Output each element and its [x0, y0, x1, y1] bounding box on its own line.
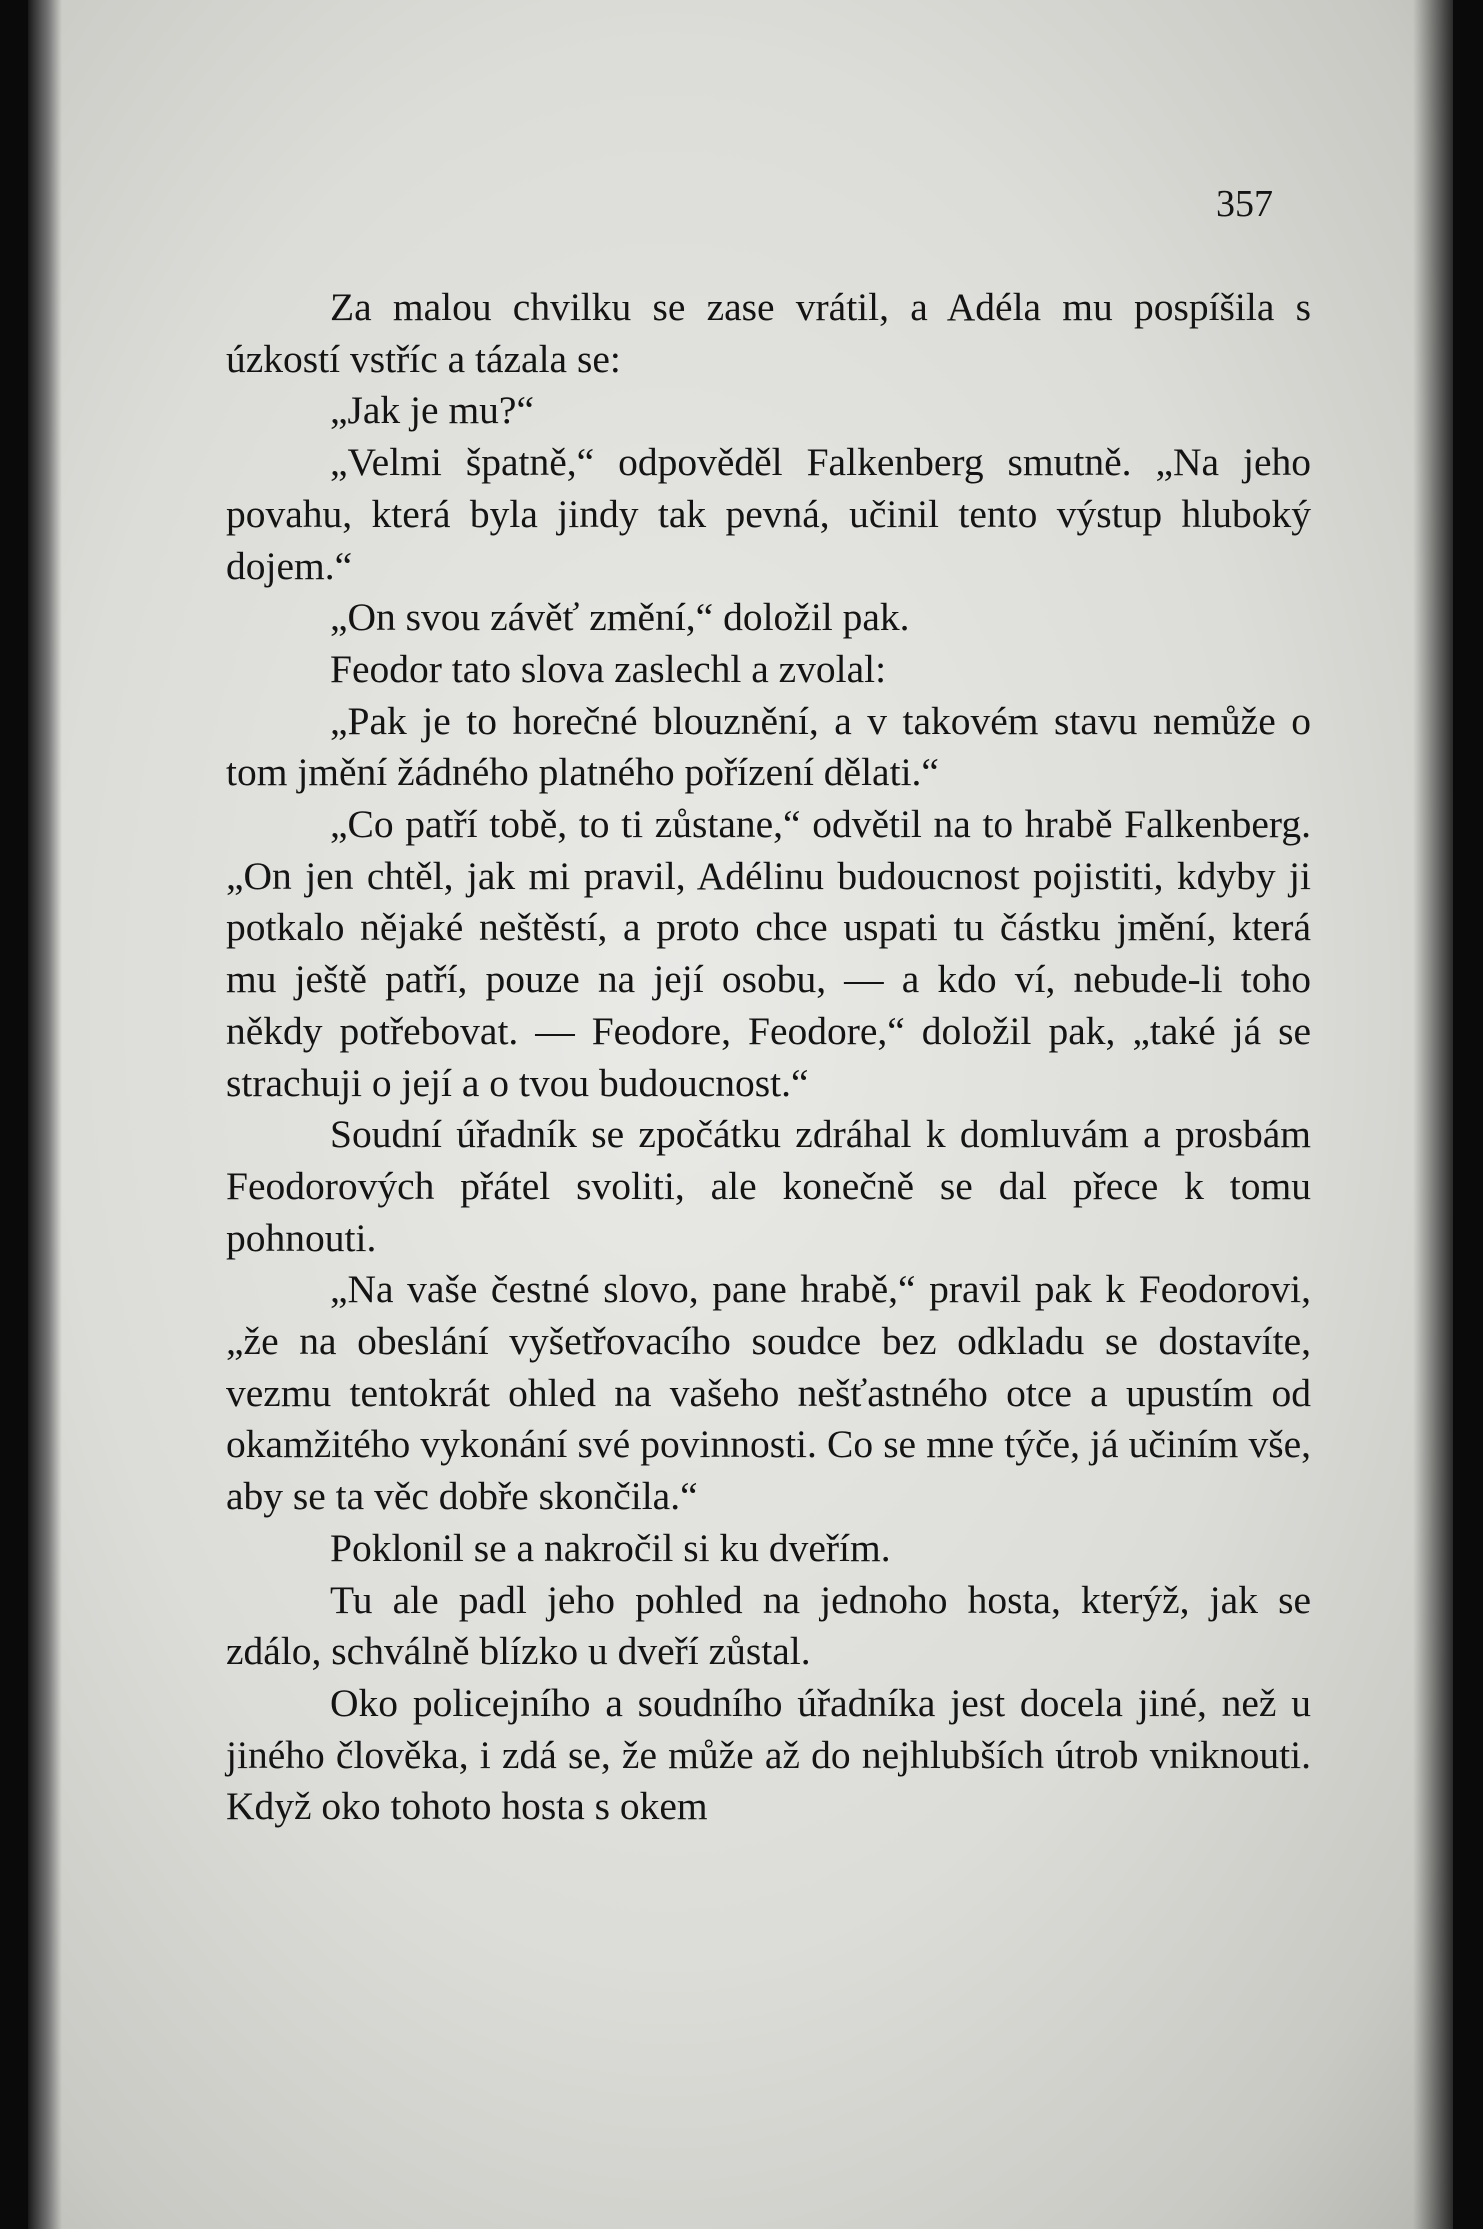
paragraph: Soudní úřadník se zpočátku zdráhal k domluvám a prosbám Feodorových přátel svoliti, ale konečně se dal přece k tomu pohnouti. — [226, 1112, 1311, 1260]
paragraph: „Na vaše čestné slovo, pane hrabě,“ pravil pak k Feodorovi, „že na obeslání vyšetřovacího soudce bez odkladu se dostavíte, vezmu tentokrát ohled na vašeho nešťastného otce a upustím od okamžitého vykonání své povinnosti. Co se mne týče, já učiním vše, aby se ta věc dobře skončila.“ — [226, 1267, 1311, 1519]
page-number: 357 — [1216, 183, 1273, 225]
paragraph: „On svou závěť změní,“ doložil pak. — [330, 595, 910, 640]
binding-shadow — [28, 0, 62, 2229]
paragraph: Oko policejního a soudního úřadníka jest docela jiné, než u jiného člověka, i zdá se, že může až do nejhlubších útrob vniknouti. Když oko tohoto hosta s okem — [226, 1680, 1311, 1829]
paragraph: „Co patří tobě, to ti zůstane,“ odvětil na to hrabě Falkenberg. „On jen chtěl, jak mi pravil, Adélinu budoucnost pojistiti, kdyby ji potkalo nějaké neštěstí, a proto chce uspati tu částku jmění, která mu ještě patří, pouze na její osobu, — a kdo ví, nebude-li toho někdy potřebovat. — Feodore, Feodore,“ doložil pak, „také já se strachuji o její a o tvou budoucnost.“ — [226, 802, 1311, 1105]
paragraph: Tu ale padl jeho pohled na jednoho hosta, kterýž, jak se zdálo, schválně blízko u dveří zůstal. — [226, 1577, 1311, 1674]
paragraph: „Pak je to horečné blouznění, a v takovém stavu nemůže o tom jmění žádného platného pořízení dělati.“ — [226, 698, 1311, 795]
book-page — [28, 0, 1453, 2229]
paragraph: „Velmi špatně,“ odpověděl Falkenberg smutně. „Na jeho povahu, která byla jindy tak pevná, učinil tento výstup hluboký dojem.“ — [226, 440, 1311, 588]
paragraph: Poklonil se a nakročil si ku dveřím. — [330, 1525, 891, 1570]
body-text — [226, 282, 1311, 1833]
paragraph: Feodor tato slova zaslechl a zvolal: — [330, 646, 887, 691]
paragraph: Za malou chvilku se zase vrátil, a Adéla mu pospíšila s úzkostí vstříc a tázala se: — [226, 285, 1311, 381]
edge-shadow — [1413, 0, 1453, 2229]
paragraph: „Jak je mu?“ — [330, 388, 534, 433]
